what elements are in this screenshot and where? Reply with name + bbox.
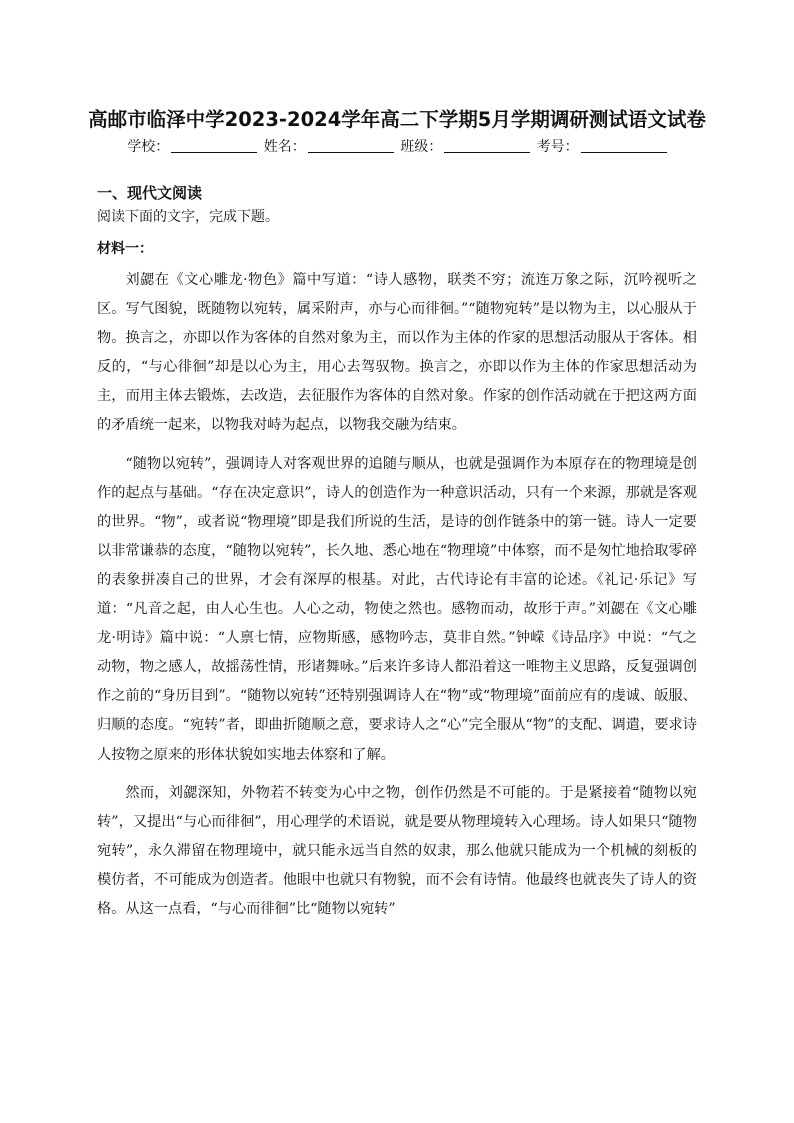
name-label: 姓名： bbox=[263, 139, 306, 155]
exam-number-label: 考号： bbox=[536, 139, 579, 155]
reading-instruction: 阅读下面的文字，完成下题。 bbox=[97, 209, 279, 225]
student-info-line bbox=[0, 136, 794, 156]
name-blank[interactable] bbox=[308, 138, 394, 153]
material-label: 材料一： bbox=[97, 241, 153, 257]
exam-number-blank[interactable] bbox=[581, 138, 667, 153]
school-label: 学校： bbox=[127, 139, 170, 155]
passage-body bbox=[97, 266, 697, 924]
paragraph: “随物以宛转”，强调诗人对客观世界的追随与顺从，也就是强调作为本原存在的物理境是创作的起点与基础。“存在决定意识”，诗人的创造作为一种意识活动，只有一个来源，那就是客观的世界。“物”，或者说“物理境”即是我们所说的生活，是诗的创作链条中的第一链。诗人一定要以非常谦恭的态度，“随物以宛转”，长久地、悉心地在“物理境”中体察，而不是匆忙地拾取零碎的表象拼凑自己的世界，才会有深厚的根基。对此，古代诗论有丰富的论述。《礼记·乐记》写道：“凡音之起，由人心生也。人心之动，物使之然也。感物而动，故形于声。”刘勰在《文心雕龙·明诗》篇中说：“人禀七情，应物斯感，感物吟志，莫非自然。”钟嵘《诗品序》中说：“气之动物，物之感人，故摇荡性情，形诸舞咏。”后来许多诗人都沿着这一唯物主义思路，反复强调创作之前的“身历目到”。“随物以宛转”还特别强调诗人在“物”或“物理境”面前应有的虔诚、皈服、归顺的态度。“宛转”者，即曲折随顺之意，要求诗人之“心”完全服从“物”的支配、调遣，要求诗人按物之原来的形体状貌如实地去体察和了解。 bbox=[97, 455, 697, 763]
name-field bbox=[264, 136, 394, 156]
class-blank[interactable] bbox=[444, 138, 530, 153]
class-label: 班级： bbox=[400, 139, 443, 155]
paragraph: 刘勰在《文心雕龙·物色》篇中写道：“诗人感物，联类不穷；流连万象之际，沉吟视听之区。写气图貌，既随物以宛转，属采附声，亦与心而徘徊。”“随物宛转”是以物为主，以心服从于物。换言之，亦即以作为客体的自然对象为主，而以作为主体的作家的思想活动服从于客体。相反的，“与心徘徊”却是以心为主，用心去驾驭物。换言之，亦即以作为主体的作家思想活动为主，而用主体去锻炼，去改造，去征服作为客体的自然对象。作家的创作活动就在于把这两方面的矛盾统一起来，以物我对峙为起点，以物我交融为结束。 bbox=[97, 272, 697, 434]
school-field bbox=[127, 136, 257, 156]
exam-title: 高邮市临泽中学2023-2024学年高二下学期5月学期调研测试语文试卷 bbox=[88, 108, 706, 131]
school-blank[interactable] bbox=[171, 138, 257, 153]
exam-number-field bbox=[537, 136, 667, 156]
paragraph: 然而，刘勰深知，外物若不转变为心中之物，创作仍然是不可能的。于是紧接着“随物以宛转”，又提出“与心而徘徊”，用心理学的术语说，就是要从物理境转入心理场。诗人如果只“随物宛转”，永久滞留在物理境中，就只能永远当自然的奴隶，那么他就只能成为一个机械的刻板的模仿者，不可能成为创造者。他眼中也就只有物貌，而不会有诗情。他最终也就丧失了诗人的资格。从这一点看，“与心而徘徊”比“随物以宛转” bbox=[97, 784, 697, 917]
class-field bbox=[400, 136, 530, 156]
section-heading: 一、现代文阅读 bbox=[97, 184, 203, 202]
